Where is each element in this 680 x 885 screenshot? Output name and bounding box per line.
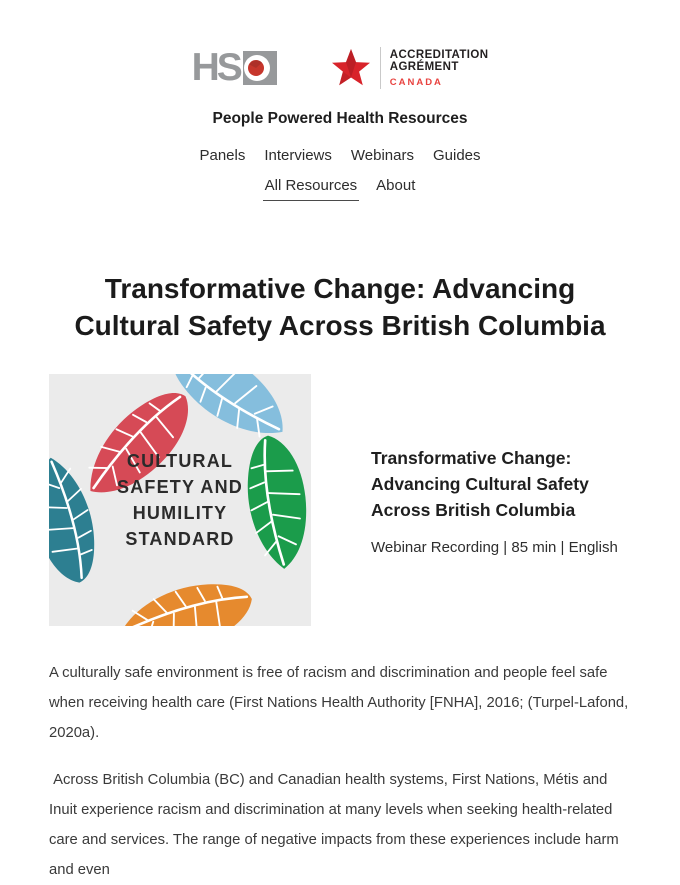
cultural-safety-standard-image: [49, 374, 311, 626]
nav-item-about[interactable]: About: [376, 177, 416, 194]
body-paragraph-2: Across British Columbia (BC) and Canadian health systems, First Nations, Métis and Inuit experience racism and discrimination at many levels when seeking health-related care and services. The range of negative impacts from these experiences include harm and even: [49, 772, 619, 878]
article-body: [49, 658, 634, 885]
nav-item-panels[interactable]: Panels: [199, 147, 246, 164]
accreditation-star-icon: [331, 48, 371, 88]
nav-item-all-resources[interactable]: All Resources: [263, 177, 360, 201]
nav-item-interviews[interactable]: Interviews: [264, 147, 332, 164]
nav-primary: [0, 147, 680, 164]
page-title: [0, 270, 680, 344]
body-paragraph-1: A culturally safe environment is free of racism and discrimination and people feel safe when receiving health care (First Nations Health Authority [FNHA], 2016; (Turpel-Lafond, 2020a).: [49, 665, 629, 741]
page-title-line-1: Transformative Change: Advancing: [104, 273, 576, 304]
site-header: [0, 0, 680, 201]
accreditation-logo[interactable]: [331, 47, 489, 89]
page-title-line-2: Cultural Safety Across British Columbia: [74, 310, 606, 341]
accreditation-divider: [380, 47, 381, 89]
logo-row: [0, 46, 680, 89]
site-title: People Powered Health Resources: [212, 110, 468, 127]
accreditation-word-2: AGRÉMENT: [389, 61, 459, 73]
standard-text-line-2: SAFETY AND: [116, 477, 243, 497]
accreditation-wordmark: [390, 49, 489, 88]
hso-logo[interactable]: [191, 46, 277, 89]
nav-secondary: [0, 177, 680, 201]
standard-text-line-3: HUMILITY: [132, 503, 228, 523]
nav-item-guides[interactable]: Guides: [432, 147, 481, 164]
standard-text-line-1: CULTURAL: [126, 451, 234, 471]
hso-logo-letters: HS: [191, 46, 240, 89]
standard-text-line-4: STANDARD: [125, 529, 235, 549]
resource-title-line-3: Across British Columbia: [371, 500, 576, 520]
accreditation-word-1: ACCREDITATION: [389, 48, 489, 61]
standard-image-text: [49, 374, 311, 626]
resource-info: [371, 374, 618, 626]
resource-card: [49, 374, 680, 626]
resource-title: [371, 445, 618, 523]
hso-logo-mark: [243, 51, 277, 85]
resource-title-line-1: Transformative Change:: [371, 448, 572, 468]
resource-meta: Webinar Recording | 85 min | English: [371, 539, 618, 556]
accreditation-country: CANADA: [389, 76, 443, 88]
resource-title-line-2: Advancing Cultural Safety: [371, 474, 589, 494]
nav-item-webinars[interactable]: Webinars: [350, 147, 414, 164]
